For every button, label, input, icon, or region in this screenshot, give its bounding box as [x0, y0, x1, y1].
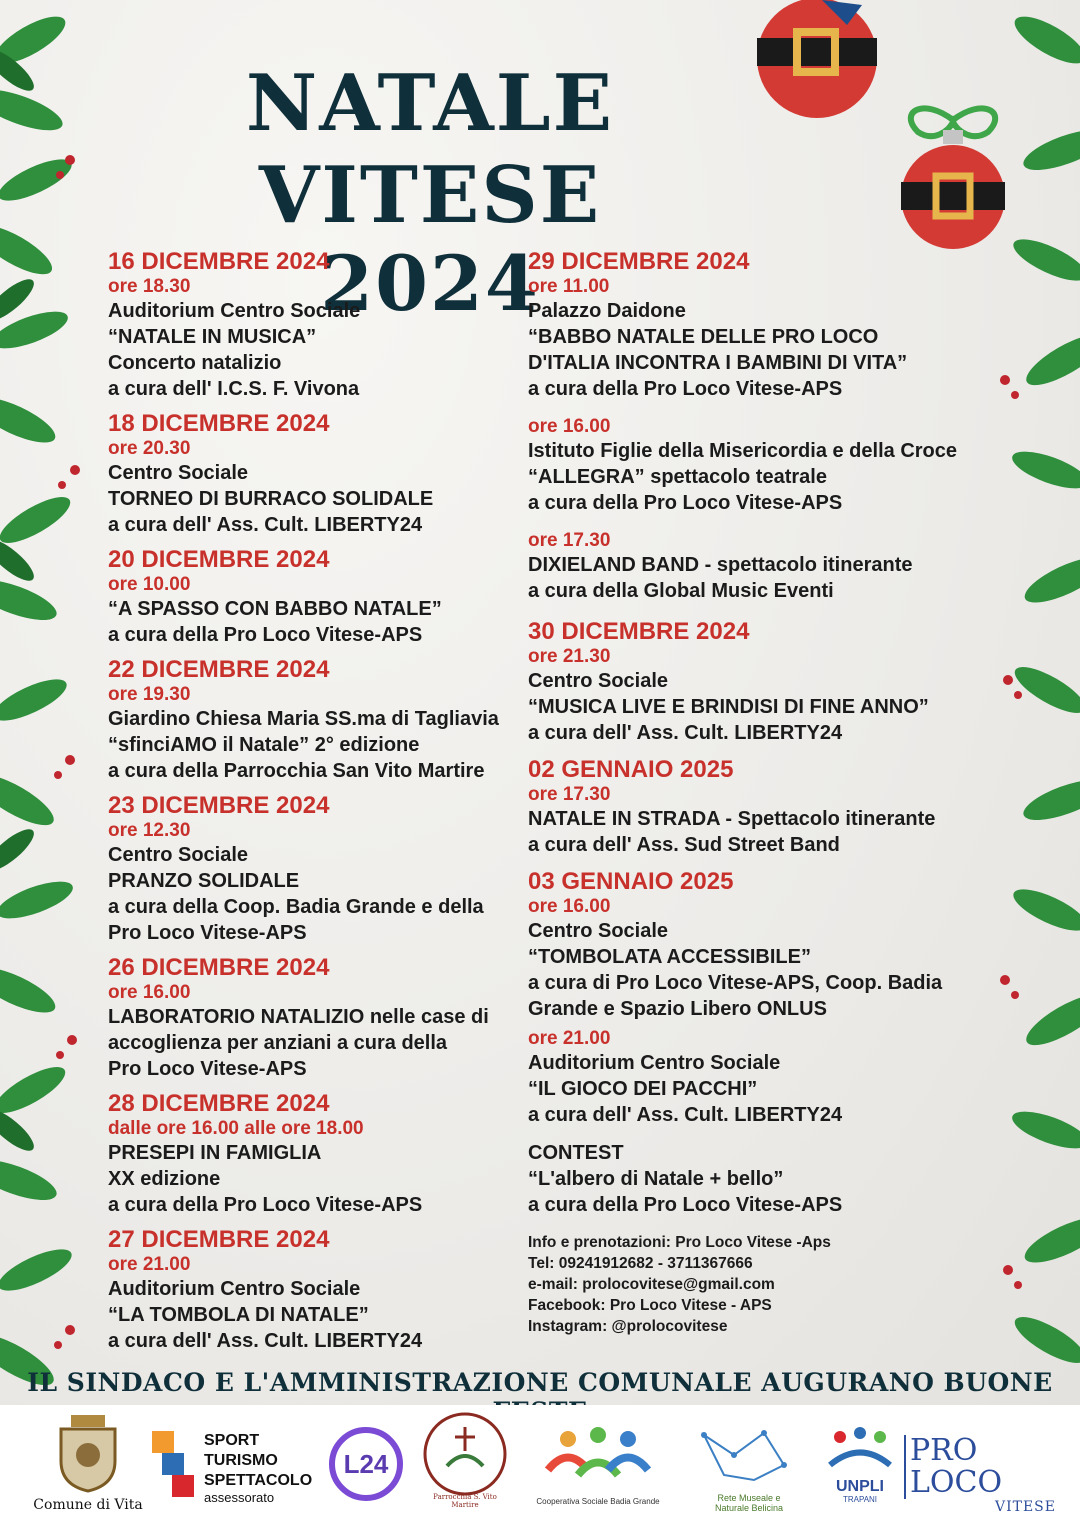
event-line: NATALE IN STRADA - Spettacolo itinerante — [528, 808, 936, 830]
event-line: “BABBO NATALE DELLE PRO LOCO — [528, 326, 879, 348]
event-line: a cura della Parrocchia San Vito Martire — [108, 760, 485, 782]
parrocchia-logo — [420, 1411, 510, 1509]
event-item — [528, 248, 978, 402]
event-line: a cura di Pro Loco Vitese-APS, Coop. Badia — [528, 972, 943, 994]
event-line: a cura dell' Ass. Cult. LIBERTY24 — [528, 722, 843, 744]
event-line: a cura della Pro Loco Vitese-APS — [108, 624, 423, 646]
event-line: a cura dell' Ass. Sud Street Band — [528, 834, 840, 856]
info-facebook: Facebook: Pro Loco Vitese - APS — [528, 1297, 772, 1314]
event-item — [108, 954, 518, 1082]
event-line: a cura dell' I.C.S. F. Vivona — [108, 378, 360, 400]
event-line: a cura della Pro Loco Vitese-APS — [108, 1194, 423, 1216]
event-line: Centro Sociale — [528, 920, 669, 942]
event-line: “NATALE IN MUSICA” — [108, 326, 317, 348]
event-date: 16 DICEMBRE 2024 — [108, 248, 330, 275]
ornament-ball-top-icon — [752, 0, 882, 125]
event-line: PRANZO SOLIDALE — [108, 870, 300, 892]
event-time: dalle ore 16.00 alle ore 18.00 — [108, 1118, 364, 1139]
event-line: Pro Loco Vitese-APS — [108, 922, 307, 944]
rete-label-1: Rete Museale e — [717, 1493, 781, 1503]
title-year: 2024 — [320, 239, 540, 328]
event-line: Centro Sociale — [528, 670, 669, 692]
event-time: ore 18.30 — [108, 276, 191, 297]
event-item — [108, 1090, 518, 1218]
garland-left-decoration — [0, 0, 110, 1405]
event-date: 02 GENNAIO 2025 — [528, 756, 734, 783]
rete-museale-logo — [684, 1425, 814, 1513]
info-instagram: Instagram: @prolocovitese — [528, 1318, 728, 1335]
event-line: a cura della Pro Loco Vitese-APS — [528, 378, 843, 400]
sponsor-footer — [0, 1405, 1080, 1528]
event-time: ore 17.30 — [528, 784, 611, 805]
event-line: “ALLEGRA” spettacolo teatrale — [528, 466, 827, 488]
comune-label: Comune di Vita — [33, 1497, 143, 1513]
event-line: “L'albero di Natale + bello” — [528, 1168, 784, 1190]
event-line: Pro Loco Vitese-APS — [108, 1058, 307, 1080]
event-item — [108, 248, 518, 402]
event-item — [108, 546, 518, 648]
comune-logo — [28, 1413, 148, 1513]
event-line: D'ITALIA INCONTRA I BAMBINI DI VITA” — [528, 352, 908, 374]
contact-info — [528, 1232, 978, 1337]
proloco-label: PRO LOCO — [904, 1435, 1064, 1499]
unpli-trapani-label: TRAPANI — [842, 1495, 878, 1504]
event-time: ore 12.30 — [108, 820, 191, 841]
event-line: a cura della Pro Loco Vitese-APS — [528, 1194, 843, 1216]
event-date: 03 GENNAIO 2025 — [528, 868, 734, 895]
event-item — [528, 416, 978, 516]
event-line: CONTEST — [528, 1142, 624, 1164]
event-item — [108, 656, 518, 784]
turismo-label: TURISMO — [204, 1452, 278, 1469]
event-item — [528, 530, 978, 604]
event-date: 22 DICEMBRE 2024 — [108, 656, 330, 683]
event-line: Centro Sociale — [108, 844, 249, 866]
event-line: TORNEO DI BURRACO SOLIDALE — [108, 488, 434, 510]
event-time: ore 21.00 — [108, 1254, 191, 1275]
event-time: ore 21.30 — [528, 646, 611, 667]
parrocchia-label: Parrocchia S. Vito Martire — [433, 1493, 497, 1509]
spettacolo-label: SPETTACOLO — [204, 1472, 313, 1489]
unpli-logo — [818, 1425, 902, 1504]
event-line: “TOMBOLATA ACCESSIBILE” — [528, 946, 811, 968]
event-line: DIXIELAND BAND - spettacolo itinerante — [528, 554, 913, 576]
info-phone: Tel: 09241912682 - 3711367666 — [528, 1255, 753, 1272]
event-date: 29 DICEMBRE 2024 — [528, 248, 750, 275]
coop-logo — [516, 1425, 680, 1506]
event-item — [528, 1028, 978, 1128]
event-line: Auditorium Centro Sociale — [108, 300, 361, 322]
events-right-column — [528, 248, 978, 1337]
event-line: “A SPASSO CON BABBO NATALE” — [108, 598, 442, 620]
events-left-column — [108, 248, 518, 1354]
l24-label: L24 — [343, 1449, 389, 1479]
event-line: XX edizione — [108, 1168, 221, 1190]
event-line: a cura della Global Music Eventi — [528, 580, 834, 602]
event-time: ore 17.30 — [528, 530, 611, 551]
event-line: Centro Sociale — [108, 462, 249, 484]
event-line: Auditorium Centro Sociale — [528, 1052, 781, 1074]
greeting-banner: IL SINDACO E L'AMMINISTRAZIONE COMUNALE AUGURANO BUONE — [27, 1368, 1053, 1397]
ornament-ball-bottom-icon — [888, 92, 1018, 252]
event-time: ore 19.30 — [108, 684, 191, 705]
event-time: ore 16.00 — [108, 982, 191, 1003]
event-line: PRESEPI IN FAMIGLIA — [108, 1142, 322, 1164]
event-date: 30 DICEMBRE 2024 — [528, 618, 750, 645]
event-time: ore 11.00 — [528, 276, 610, 297]
event-line: LABORATORIO NATALIZIO nelle case di — [108, 1006, 489, 1028]
event-item — [108, 792, 518, 946]
sport-label: SPORT — [204, 1432, 260, 1449]
event-line: accoglienza per anziani a cura della — [108, 1032, 448, 1054]
unpli-label: UNPLI — [836, 1478, 884, 1495]
event-line: “LA TOMBOLA DI NATALE” — [108, 1304, 369, 1326]
event-line: Auditorium Centro Sociale — [108, 1278, 361, 1300]
info-email: e-mail: prolocovitese@gmail.com — [528, 1276, 775, 1293]
event-line: Grande e Spazio Libero ONLUS — [528, 998, 827, 1020]
event-date: 20 DICEMBRE 2024 — [108, 546, 330, 573]
coat-of-arms-icon — [53, 1413, 123, 1493]
event-line: “sfinciAMO il Natale” 2° edizione — [108, 734, 420, 756]
parrocchia-seal-icon — [422, 1411, 508, 1497]
proloco-vitese-label: VITESE — [994, 1499, 1056, 1515]
event-item — [528, 618, 978, 746]
colored-squares-icon — [152, 1431, 200, 1497]
event-item — [528, 756, 978, 858]
event-time: ore 10.00 — [108, 574, 191, 595]
event-date: 27 DICEMBRE 2024 — [108, 1226, 330, 1253]
event-line: Giardino Chiesa Maria SS.ma di Tagliavia — [108, 708, 499, 730]
event-item — [528, 868, 978, 1022]
event-line: “IL GIOCO DEI PACCHI” — [528, 1078, 758, 1100]
event-date: 28 DICEMBRE 2024 — [108, 1090, 330, 1117]
title-line-1: NATALE VITESE — [245, 58, 615, 241]
event-line: a cura della Pro Loco Vitese-APS — [528, 492, 843, 514]
event-line: a cura dell' Ass. Cult. LIBERTY24 — [528, 1104, 843, 1126]
event-line: Concerto natalizio — [108, 352, 282, 374]
unpli-figures-icon — [825, 1425, 895, 1475]
rete-label-2: Naturale Belicina — [714, 1503, 784, 1513]
event-line: a cura della Coop. Badia Grande e della — [108, 896, 484, 918]
event-date: 18 DICEMBRE 2024 — [108, 410, 330, 437]
event-date: 23 DICEMBRE 2024 — [108, 792, 330, 819]
event-time: ore 20.30 — [108, 438, 191, 459]
event-time: ore 16.00 — [528, 896, 611, 917]
event-line: a cura dell' Ass. Cult. LIBERTY24 — [108, 514, 423, 536]
event-line: a cura dell' Ass. Cult. LIBERTY24 — [108, 1330, 423, 1352]
assessorato-label: assessorato — [204, 1490, 275, 1505]
event-line: “MUSICA LIVE E BRINDISI DI FINE ANNO” — [528, 696, 929, 718]
event-date: 26 DICEMBRE 2024 — [108, 954, 330, 981]
coop-people-icon — [538, 1425, 658, 1493]
event-line: Istituto Figlie della Misericordia e della Croce — [528, 440, 958, 462]
info-line: Info e prenotazioni: Pro Loco Vitese -Aps — [528, 1234, 831, 1251]
event-time: ore 21.00 — [528, 1028, 611, 1049]
proloco-logo — [904, 1435, 1064, 1515]
event-item — [108, 410, 518, 538]
event-item — [108, 1226, 518, 1354]
event-line: Palazzo Daidone — [528, 300, 686, 322]
event-item — [528, 1140, 978, 1218]
constellation-icon — [694, 1425, 804, 1489]
l24-logo — [326, 1425, 406, 1507]
event-time: ore 16.00 — [528, 416, 611, 437]
coop-label: Cooperativa Sociale Badia Grande — [536, 1497, 660, 1506]
